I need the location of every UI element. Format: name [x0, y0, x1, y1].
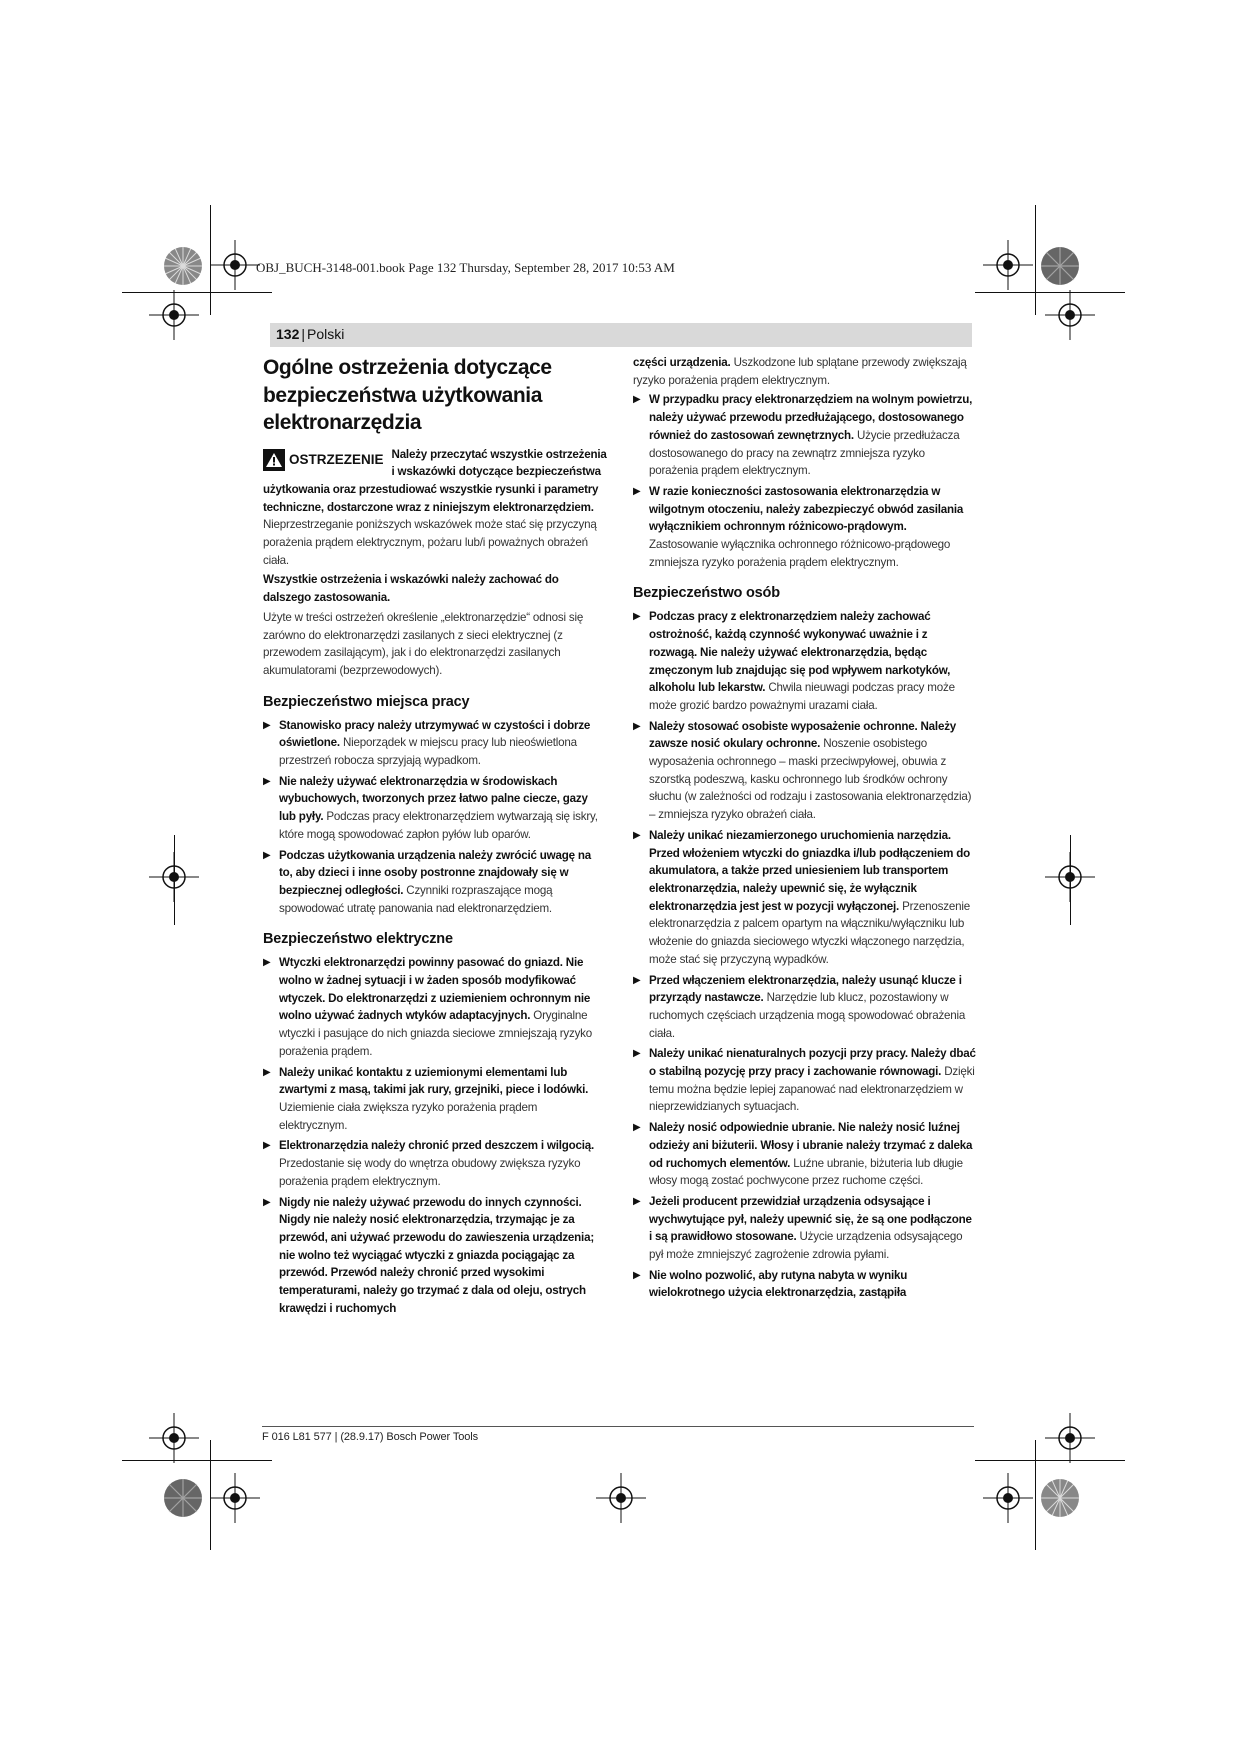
list-item	[263, 773, 607, 844]
crosshair-mark-right-top	[1045, 290, 1095, 340]
list-item-text: Dzięki temu można będzie lepiej zapanować nad elektronarzędziem w nieprzewidzianych sytuacjach.	[649, 1065, 975, 1114]
page-header-bar	[270, 323, 972, 347]
bullet-arrow-icon: ▶	[263, 1196, 271, 1208]
list-item-bold: W razie konieczności zastosowania elektronarzędzia w wilgotnym otoczeniu, należy zabezpieczyć obwód zasilania wyłącznikiem ochronnym różnicowo-prądowym.	[649, 484, 964, 534]
list-item-text: Narzędzie lub klucz, pozostawiony w ruchomych częściach urządzenia mogą spowodować obrażenia ciała.	[649, 991, 966, 1040]
list-item-bold: Podczas użytkowania urządzenia należy zwrócić uwagę na to, aby dzieci i inne osoby postronne znajdowały się w bezpiecznej odległości.	[279, 848, 591, 897]
list-item-bold: Należy unikać niezamierzonego uruchomienia narzędzia. Przed włożeniem wtyczki do gniazdka i/lub podłączeniem do akumulatora, a także przed uniesieniem lub transportem elektronarzędzia, należy upewnić się, że wyłącznik elektronarzędzia jest jest w pozycji wyłączonej.	[649, 828, 971, 913]
crosshair-mark-right-bottom	[1045, 1413, 1095, 1463]
registration-mark-bottom-left	[160, 1475, 206, 1521]
crop-line-top-left-horizontal	[122, 292, 272, 293]
page-footer: F 016 L81 577 | (28.9.17) Bosch Power Tools	[262, 1431, 479, 1443]
warning-block	[263, 446, 607, 570]
bullet-arrow-icon: ▶	[263, 1066, 271, 1078]
list-item-text: Czynniki rozpraszające mogą spowodować utratę panowania nad elektronarzędziem.	[279, 883, 553, 915]
list-item	[633, 1267, 977, 1302]
list-item	[263, 1137, 607, 1190]
list-item-bold: Wtyczki elektronarzędzi powinny pasować do gniazd. Nie wolno w żadnej sytuacji i w żaden sposób modyfikować wtyczek. Do elektronarzędzi z uziemieniem ochronnym nie wolno używać żadnych wtyków adaptacyjnych.	[279, 956, 591, 1023]
warning-triangle-icon	[263, 449, 285, 471]
list-item-text: Użycie przedłużacza dostosowanego do pracy na zewnątrz zmniejsza ryzyko porażenia prądem elektrycznym.	[649, 428, 960, 478]
bullet-arrow-icon: ▶	[633, 829, 641, 841]
list-item	[263, 1194, 607, 1318]
warning-label-text: OSTRZEZENIE	[289, 451, 384, 467]
list-item-text: Nieporządek w miejscu pracy lub nieoświetlona przestrzeń robocza sprzyjają wypadkom.	[279, 736, 577, 768]
page-header	[276, 326, 344, 342]
header-language: Polski	[307, 326, 345, 342]
list-item-bold: Należy stosować osobiste wyposażenie ochronne. Należy zawsze nosić okulary ochronne.	[649, 719, 957, 751]
list-item-bold: Należy nosić odpowiednie ubranie. Nie należy nosić luźnej odzieży ani biżuterii. Włosy i ubranie należy trzymać z daleka od ruchomych elementów.	[649, 1121, 973, 1170]
list-item-text: Noszenie osobistego wyposażenia ochronnego – maski przeciwpyłowej, obuwia z szorstką podeszwą, kasku ochronnego lub środków ochrony słuchu (w zależności od rodzaju i zastosowania elektronarzędzia) – zmniejsza ryzyko obrażeń ciała.	[649, 737, 972, 822]
list-item-bold: Elektronarzędzia należy chronić przed deszczem i wilgocią.	[279, 1139, 595, 1153]
list-item	[633, 1045, 977, 1116]
bullet-arrow-icon: ▶	[633, 1269, 641, 1281]
crosshair-mark-top-2	[983, 240, 1033, 290]
bullet-arrow-icon: ▶	[633, 394, 641, 406]
list-item	[263, 1064, 607, 1135]
list-item-bold: Podczas pracy z elektronarzędziem należy zachować ostrożność, każdą czynność wykonywać uważnie i z rozwagą. Nie należy używać elektronarzędzia, będąc zmęczonym lub znajdując się pod wpływem narkotyków, alkoholu lub lekarstw.	[649, 610, 951, 695]
section-title-electrical: Bezpieczeństwo elektryczne	[263, 931, 453, 948]
crosshair-mark-bottom-2	[983, 1473, 1033, 1523]
crop-line-bottom-left-vertical	[210, 1440, 211, 1550]
list-item-bold: Przed włączeniem elektronarzędzia, należy usunąć klucze i przyrządy nastawcze.	[649, 973, 962, 1005]
list-item-bold: Nigdy nie należy używać przewodu do innych czynności. Nigdy nie należy nosić elektronarzędzia, trzymając je za przewód, ani używać przewodu do zawieszenia urządzenia; nie wolno też wyciągać wtyczki z gniazda pociągając za przewód. Przewód należy chronić przed wysokimi temperaturami, należy go trzymać z dala od oleju, ostrych krawędzi i ruchomych	[279, 1195, 594, 1315]
registration-mark-bottom-right	[1037, 1475, 1083, 1521]
registration-mark-top-left	[160, 243, 206, 289]
list-item-bold: Należy unikać nienaturalnych pozycji przy pracy. Należy dbać o stabilną pozycję przy pracy i zachowanie równowagi.	[649, 1047, 976, 1079]
bullet-arrow-icon: ▶	[263, 719, 271, 731]
crop-line-bottom-right-vertical	[1035, 1440, 1036, 1550]
crosshair-mark-bottom-center	[596, 1473, 646, 1523]
crop-line-left-middle-vertical	[174, 835, 175, 925]
list-item-text: Przedostanie się wody do wnętrza obudowy zwiększa ryzyko porażenia prądem elektrycznym.	[279, 1157, 581, 1188]
list-item-text: Podczas pracy elektronarzędziem wytwarzają się iskry, które mogą spowodować zapłon pyłów lub oparów.	[279, 810, 598, 841]
section-title-personal: Bezpieczeństwo osób	[633, 585, 780, 602]
list-item-text: Zastosowanie wyłącznika ochronnego różnicowo-prądowego zmniejsza ryzyko porażenia prądem elektrycznym.	[649, 538, 951, 569]
list-item	[633, 608, 977, 714]
bullet-arrow-icon: ▶	[263, 775, 271, 787]
continued-item	[633, 354, 977, 389]
header-separator: |	[301, 326, 305, 342]
left-column	[263, 354, 607, 1320]
warning-label	[263, 449, 384, 471]
crop-line-bottom-right-horizontal	[975, 1460, 1125, 1461]
bullet-arrow-icon: ▶	[633, 611, 641, 623]
crop-line-top-left-vertical	[210, 205, 211, 315]
crosshair-mark-left-top	[149, 290, 199, 340]
footer-rule	[262, 1426, 974, 1427]
usage-note: Użyte w treści ostrzeżeń określenie „elektronarzędzie“ odnosi się zarówno do elektronarzędzi zasilanych z sieci elektrycznej (z przewodem zasilającym), jak i do elektronarzędzi zasilanych akumulatorami (bezprzewodowych).	[263, 610, 584, 677]
crop-line-right-middle-vertical	[1070, 835, 1071, 925]
crosshair-mark-top-1	[210, 240, 260, 290]
bullet-arrow-icon: ▶	[633, 720, 641, 732]
bullet-arrow-icon: ▶	[633, 1048, 641, 1060]
list-item-bold: Nie wolno pozwolić, aby rutyna nabyta w wyniku wielokrotnego użycia elektronarzędzia, zastąpiła	[649, 1268, 908, 1300]
list-item	[633, 391, 977, 480]
crosshair-mark-left-bottom	[149, 1413, 199, 1463]
bullet-arrow-icon: ▶	[633, 974, 641, 986]
list-item-bold: Stanowisko pracy należy utrzymywać w czystości i dobrze oświetlone.	[279, 718, 591, 750]
list-item-bold: części urządzenia.	[633, 356, 731, 369]
bullet-arrow-icon: ▶	[633, 1122, 641, 1134]
list-item	[263, 954, 607, 1060]
page-number: 132	[276, 326, 300, 342]
list-item-text: Uziemienie ciała zwiększa ryzyko porażenia prądem elektrycznym.	[279, 1101, 538, 1132]
list-item	[633, 827, 977, 969]
list-item-text: Chwila nieuwagi podczas pracy może może grozić bardzo poważnymi urazami ciała.	[649, 681, 955, 712]
crosshair-mark-bottom-1	[210, 1473, 260, 1523]
list-item-text: Uszkodzone lub splątane przewody zwiększają ryzyko porażenia prądem elektrycznym.	[633, 356, 967, 387]
list-item	[633, 718, 977, 824]
bullet-arrow-icon: ▶	[263, 849, 271, 861]
bullet-arrow-icon: ▶	[633, 485, 641, 497]
list-item-text: Przenoszenie elektronarzędzia z palcem opartym na włączniku/wyłączniku lub włożenie do gniazda sieciowego wtyczki włączonego narzędzia, może stać się przyczyną wypadków.	[649, 899, 970, 966]
list-item	[633, 972, 977, 1043]
page-title: Ogólne ostrzeżenia dotyczące bezpieczeństwa użytkowania elektronarzędzia	[263, 356, 552, 434]
crop-line-top-right-vertical	[1035, 205, 1036, 315]
crop-line-bottom-left-horizontal	[122, 1460, 272, 1461]
section-title-workplace: Bezpieczeństwo miejsca pracy	[263, 693, 470, 710]
list-item	[263, 847, 607, 918]
keep-note-text: Wszystkie ostrzeżenia i wskazówki należy zachować do dalszego zastosowania.	[263, 573, 559, 605]
bullet-arrow-icon: ▶	[633, 1195, 641, 1207]
list-item	[633, 1119, 977, 1190]
list-item-bold: Jeżeli producent przewidział urządzenia odsysające i wychwytujące pył, należy upewnić się, że są one podłączone i są prawidłowo stosowane.	[649, 1194, 972, 1244]
list-item-text: Oryginalne wtyczki i pasujące do nich gniazda sieciowe zmniejszają ryzyko porażenia prądem.	[279, 1009, 593, 1058]
list-item-bold: Nie należy używać elektronarzędzia w środowiskach wybuchowych, tworzonych przez łatwo palne ciecze, gazy lub pyły.	[279, 774, 588, 824]
bullet-arrow-icon: ▶	[263, 957, 271, 969]
keep-note	[263, 571, 607, 606]
registration-mark-top-right	[1037, 243, 1083, 289]
warning-text: Nieprzestrzeganie poniższych wskazówek może stać się przyczyną porażenia prądem elektrycznym, pożaru lub/i poważnych obrażeń ciała.	[263, 518, 597, 567]
list-item-bold: W przypadku pracy elektronarzędziem na wolnym powietrzu, należy używać przewodu przedłużającego, dostosowanego również do zastosowań zewnętrznych.	[649, 393, 973, 442]
list-item-text: Luźne ubranie, biżuteria lub długie włosy mogą zostać pochwycone przez ruchome części.	[649, 1156, 963, 1188]
list-item	[263, 717, 607, 770]
right-column	[633, 354, 977, 1305]
crop-line-top-right-horizontal	[975, 292, 1125, 293]
list-item-bold: Należy unikać kontaktu z uziemionymi elementami lub zwartymi z masą, takimi jak rury, grzejniki, piece i lodówki.	[279, 1065, 589, 1097]
bullet-arrow-icon: ▶	[263, 1140, 271, 1152]
list-item	[633, 483, 977, 572]
warning-bold-text: Należy przeczytać wszystkie ostrzeżenia i wskazówki dotyczące bezpieczeństwa użytkowania oraz przestudiować wszystkie rysunki i parametry techniczne, dostarczone wraz z niniejszym elektronarzędziem.	[263, 447, 607, 514]
list-item	[633, 1193, 977, 1264]
list-item-text: Użycie urządzenia odsysającego pył może zmniejszyć zagrożenie zdrowia pyłami.	[649, 1230, 963, 1262]
file-info-line: OBJ_BUCH-3148-001.book Page 132 Thursday, September 28, 2017 10:53 AM	[256, 260, 675, 275]
